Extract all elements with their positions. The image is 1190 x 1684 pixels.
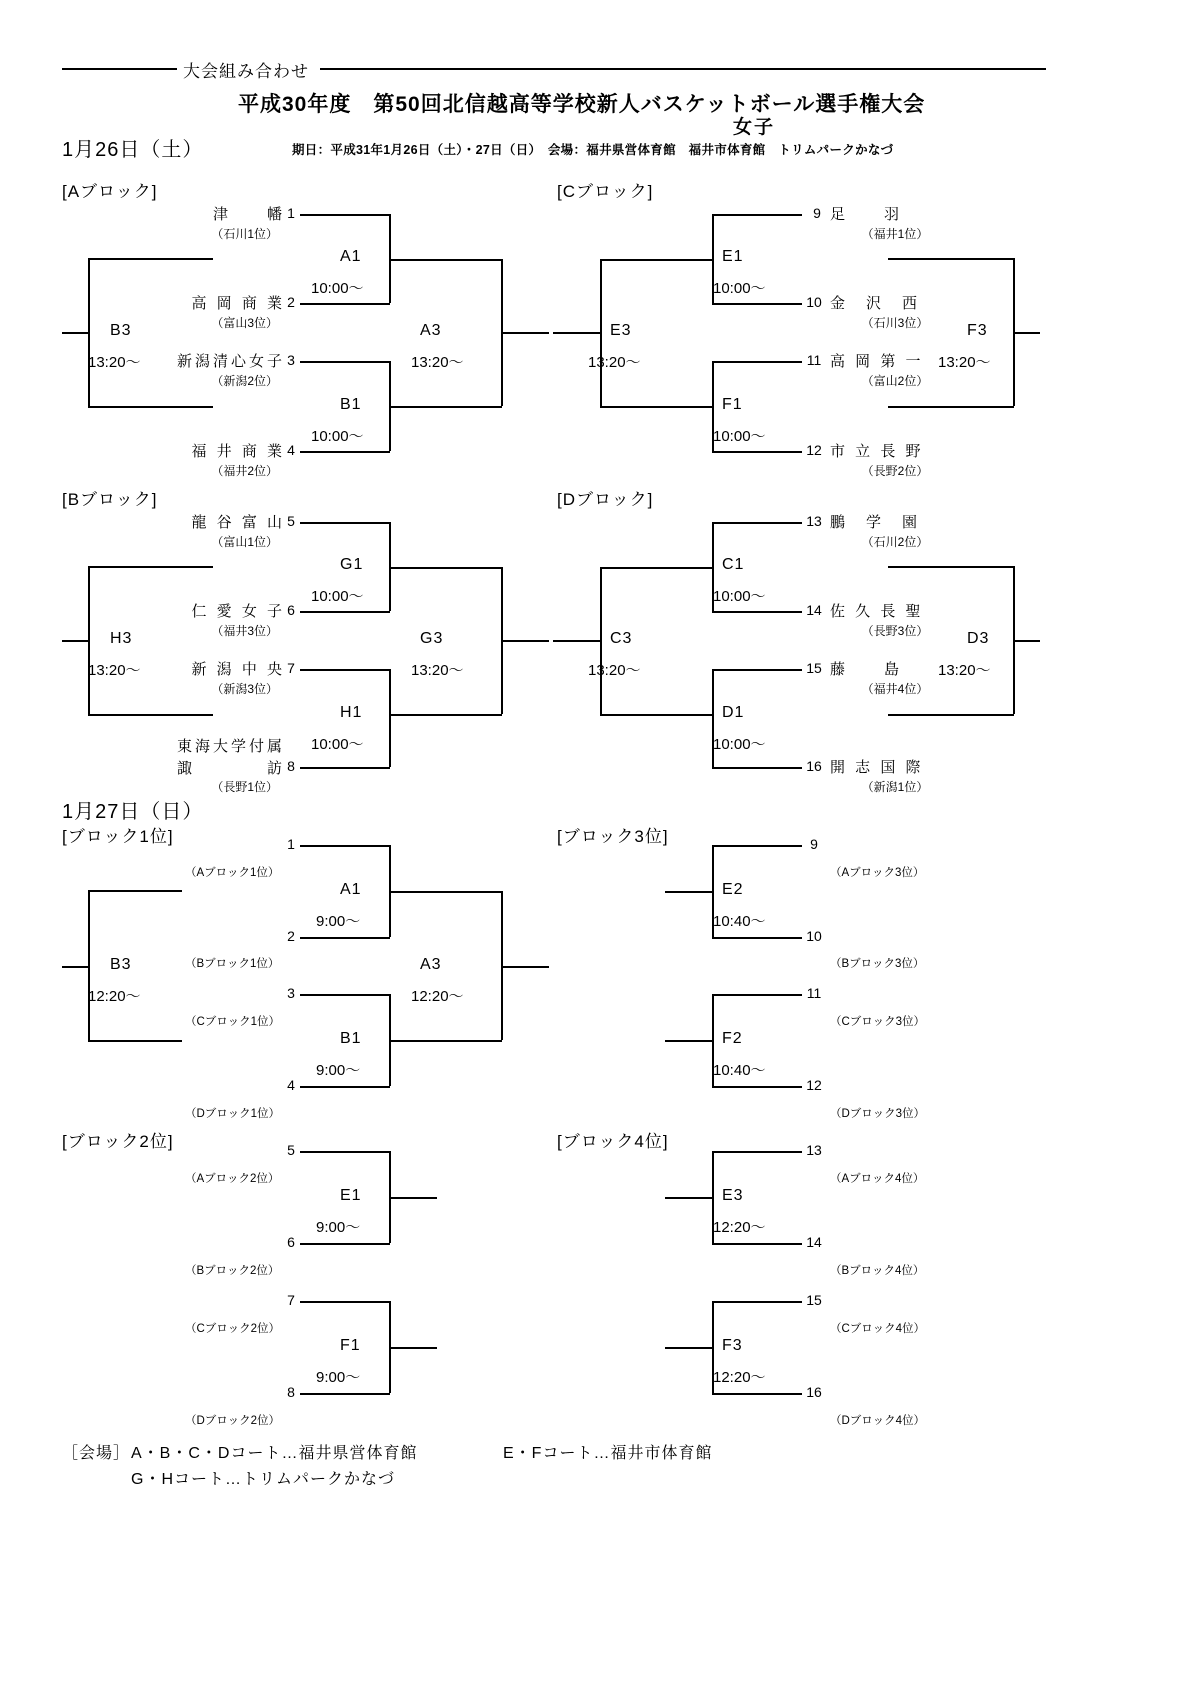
rank4-label-16: （Dブロック4位） <box>830 1415 925 1427</box>
venue-line2: G・Hコート…トリムパークかなづ <box>131 1471 396 1488</box>
r1-game-code-b1: B1 <box>340 1030 362 1047</box>
line-a-a1-out <box>389 259 502 261</box>
rank2-slot-6: 6 <box>287 1234 295 1250</box>
line-a-4 <box>300 451 390 453</box>
team-pref-6: （福井3位） <box>211 624 278 638</box>
game-code-b3: B3 <box>110 322 132 339</box>
line-r4-16 <box>712 1393 802 1395</box>
line-c-f3-top <box>888 258 1014 260</box>
line-c-f1-out <box>600 406 713 408</box>
line-b-h3-out <box>62 640 89 642</box>
team-name-11: 高 岡 第 一 <box>830 353 924 370</box>
r3-game-time-f2: 10:40〜 <box>713 1062 766 1079</box>
rank3-slot-11: 11 <box>806 985 822 1001</box>
game-code-g3: G3 <box>420 630 444 647</box>
game-time-g1: 10:00〜 <box>311 588 364 605</box>
game-time-f1: 10:00〜 <box>713 428 766 445</box>
line-c-10 <box>712 303 802 305</box>
line-c-11 <box>712 361 802 363</box>
line-r2-6 <box>300 1243 390 1245</box>
team-seed-3: 3 <box>287 352 295 368</box>
line-r1-2 <box>300 937 390 939</box>
line-r1-b3 <box>88 890 90 1040</box>
game-code-d1: D1 <box>722 704 745 721</box>
line-r1-a3-out <box>501 966 549 968</box>
team-pref-15: （福井4位） <box>861 682 929 696</box>
r2-game-time-f1: 9:00〜 <box>316 1369 361 1386</box>
line-b-h1 <box>389 669 391 767</box>
team-name-7: 新 潟 中 央 <box>191 661 285 678</box>
line-d-13 <box>712 522 802 524</box>
line-r2-8 <box>300 1393 390 1395</box>
team-seed-16: 16 <box>806 758 822 774</box>
team-name-9: 足 羽 <box>830 206 903 223</box>
team-seed-2: 2 <box>287 294 295 310</box>
game-time-b3: 13:20〜 <box>88 354 141 371</box>
team-pref-8: （長野1位） <box>211 780 278 794</box>
rank1-slot-2: 2 <box>287 928 295 944</box>
game-code-h1: H1 <box>340 704 363 721</box>
day1-date: 1月26日（土） <box>62 139 204 161</box>
line-b-6 <box>300 611 390 613</box>
rank3-slot-10: 10 <box>806 928 822 944</box>
line-a-b1-out <box>389 406 502 408</box>
team-pref-7: （新潟3位） <box>211 682 278 696</box>
line-r3-e2-out <box>665 891 713 893</box>
rank3-label-12: （Dブロック3位） <box>830 1108 925 1120</box>
game-time-g3: 13:20〜 <box>411 662 464 679</box>
rank3-slot-9: 9 <box>810 836 818 852</box>
line-r3-10 <box>712 937 802 939</box>
line-d-15 <box>712 669 802 671</box>
line-a-2 <box>300 303 390 305</box>
r1-game-time-a1: 9:00〜 <box>316 913 361 930</box>
line-r2-7 <box>300 1301 390 1303</box>
block-label-rank1: [ブロック1位] <box>62 827 174 846</box>
game-code-d3: D3 <box>967 630 990 647</box>
header-rule-right <box>320 68 1046 70</box>
rank3-label-11: （Cブロック3位） <box>830 1016 925 1028</box>
team-seed-9: 9 <box>813 205 821 221</box>
line-r2-5 <box>300 1151 390 1153</box>
rank2-slot-5: 5 <box>287 1142 295 1158</box>
rank2-slot-8: 8 <box>287 1384 295 1400</box>
game-code-b1: B1 <box>340 396 362 413</box>
rank4-label-15: （Cブロック4位） <box>830 1323 925 1335</box>
r3-game-code-f2: F2 <box>722 1030 743 1047</box>
line-d-d3-bot <box>888 714 1014 716</box>
line-r3-f2-out <box>665 1040 713 1042</box>
page-title: 平成30年度 第50回北信越高等学校新人バスケットボール選手権大会 <box>238 93 926 116</box>
team-name-12: 市 立 長 野 <box>830 443 924 460</box>
rank4-slot-16: 16 <box>806 1384 822 1400</box>
rank4-slot-15: 15 <box>806 1292 822 1308</box>
line-a-1 <box>300 214 390 216</box>
line-r4-14 <box>712 1243 802 1245</box>
team-name-2: 高 岡 商 業 <box>191 295 285 312</box>
line-d-14 <box>712 611 802 613</box>
game-code-f3: F3 <box>967 322 988 339</box>
header-rule-left <box>62 68 177 70</box>
line-r4-f3-out <box>665 1347 713 1349</box>
r2-game-time-e1: 9:00〜 <box>316 1219 361 1236</box>
line-r3-11 <box>712 994 802 996</box>
game-code-a3: A3 <box>420 322 442 339</box>
team-pref-16: （新潟1位） <box>861 780 929 794</box>
line-r1-a1-out <box>389 891 502 893</box>
block-label-d: [Dブロック] <box>557 490 654 509</box>
rank1-label-2: （Bブロック1位） <box>185 958 280 970</box>
rank1-slot-4: 4 <box>287 1077 295 1093</box>
line-a-a3-out <box>501 332 549 334</box>
venue-line1a: A・B・C・Dコート…福井県営体育館 <box>131 1445 418 1462</box>
game-time-a1: 10:00〜 <box>311 280 364 297</box>
team-name-16: 開 志 国 際 <box>830 759 924 776</box>
line-c-e1-out <box>600 259 713 261</box>
team-name-6: 仁 愛 女 子 <box>191 603 285 620</box>
team-pref-1: （石川1位） <box>211 227 278 241</box>
r4-game-time-e3: 12:20〜 <box>713 1219 766 1236</box>
rank4-label-14: （Bブロック4位） <box>830 1265 925 1277</box>
r3-game-code-e2: E2 <box>722 881 744 898</box>
team-name-5: 龍 谷 富 山 <box>191 514 285 531</box>
game-code-e3: E3 <box>610 322 632 339</box>
r1-game-code-a1: A1 <box>340 881 362 898</box>
block-label-rank3: [ブロック3位] <box>557 827 669 846</box>
rank4-label-13: （Aブロック4位） <box>830 1173 925 1185</box>
rank4-slot-14: 14 <box>806 1234 822 1250</box>
line-c-f3-bot <box>888 406 1014 408</box>
line-a-b3-out <box>62 332 89 334</box>
line-a-b3-top <box>88 258 213 260</box>
team-name-4: 福 井 商 業 <box>191 443 285 460</box>
line-r2-e1-out <box>389 1197 437 1199</box>
rank2-label-5: （Aブロック2位） <box>185 1173 280 1185</box>
line-b-8 <box>300 767 390 769</box>
team-seed-6: 6 <box>287 602 295 618</box>
game-time-h3: 13:20〜 <box>88 662 141 679</box>
team-pref-14: （長野3位） <box>861 624 929 638</box>
line-b-h3-bot <box>88 714 213 716</box>
game-time-d1: 10:00〜 <box>713 736 766 753</box>
rank1-slot-1: 1 <box>287 836 295 852</box>
line-d-c1-out <box>600 567 713 569</box>
team-name-15: 藤 島 <box>830 661 903 678</box>
game-time-c3: 13:20〜 <box>588 662 641 679</box>
line-d-16 <box>712 767 802 769</box>
r2-game-code-e1: E1 <box>340 1187 362 1204</box>
rank3-slot-12: 12 <box>806 1077 822 1093</box>
team-seed-13: 13 <box>806 513 822 529</box>
rank3-label-10: （Bブロック3位） <box>830 958 925 970</box>
line-c-f3-out <box>1013 332 1040 334</box>
team-seed-12: 12 <box>806 442 822 458</box>
day2-date: 1月27日（日） <box>62 801 204 823</box>
team-pref-11: （富山2位） <box>861 374 929 388</box>
line-b-g3-out <box>501 640 549 642</box>
block-label-rank4: [ブロック4位] <box>557 1132 669 1151</box>
event-info: 期日：平成31年1月26日（土）・27日（日） 会場：福井県営体育館 福井市体育館 トリムパークかなづ <box>292 143 894 157</box>
line-d-d3-out <box>1013 640 1040 642</box>
division-title: 女子 <box>733 117 776 138</box>
venue-label: ［会場］ <box>62 1445 131 1462</box>
r4-game-code-e3: E3 <box>722 1187 744 1204</box>
line-c-12 <box>712 451 802 453</box>
game-time-e3: 13:20〜 <box>588 354 641 371</box>
r1-game-code-b3: B3 <box>110 956 132 973</box>
team-name-13: 鵬 学 園 <box>830 514 921 531</box>
team-pref-2: （富山3位） <box>211 316 278 330</box>
line-b-5 <box>300 522 390 524</box>
game-code-c1: C1 <box>722 556 745 573</box>
line-r1-4 <box>300 1086 390 1088</box>
line-r1-b3-bot <box>88 1040 182 1042</box>
block-label-a: [Aブロック] <box>62 182 158 201</box>
team-name-10: 金 沢 西 <box>830 295 921 312</box>
r1-game-time-b3: 12:20〜 <box>88 988 141 1005</box>
line-c-9 <box>712 214 802 216</box>
block-label-rank2: [ブロック2位] <box>62 1132 174 1151</box>
game-time-c1: 10:00〜 <box>713 588 766 605</box>
line-r1-b3-out <box>62 966 89 968</box>
team-name-8-line2: 諏 訪 <box>176 760 285 777</box>
team-pref-3: （新潟2位） <box>211 374 278 388</box>
line-b-h1-out <box>389 714 502 716</box>
line-b-g1-out <box>389 567 502 569</box>
rank2-label-7: （Cブロック2位） <box>185 1323 280 1335</box>
line-r3-9 <box>712 845 802 847</box>
rank2-label-6: （Bブロック2位） <box>185 1265 280 1277</box>
team-name-3: 新潟清心女子 <box>176 353 285 370</box>
game-code-a1: A1 <box>340 248 362 265</box>
block-label-b: [Bブロック] <box>62 490 158 509</box>
game-code-e1: E1 <box>722 248 744 265</box>
block-label-c: [Cブロック] <box>557 182 654 201</box>
r1-game-code-a3: A3 <box>420 956 442 973</box>
team-seed-7: 7 <box>287 660 295 676</box>
line-b-7 <box>300 669 390 671</box>
line-r2-f1-out <box>389 1347 437 1349</box>
r1-game-time-a3: 12:20〜 <box>411 988 464 1005</box>
team-seed-14: 14 <box>806 602 822 618</box>
line-r1-b1-out <box>389 1040 502 1042</box>
r1-game-time-b1: 9:00〜 <box>316 1062 361 1079</box>
team-seed-4: 4 <box>287 442 295 458</box>
r4-game-time-f3: 12:20〜 <box>713 1369 766 1386</box>
team-name-8-line1: 東海大学付属 <box>176 738 285 755</box>
game-time-f3: 13:20〜 <box>938 354 991 371</box>
line-c-e3-out <box>553 332 601 334</box>
rank1-label-1: （Aブロック1位） <box>185 867 280 879</box>
game-code-g1: G1 <box>340 556 364 573</box>
team-seed-1: 1 <box>287 205 295 221</box>
rank4-slot-13: 13 <box>806 1142 822 1158</box>
venue-line1b: E・Fコート…福井市体育館 <box>503 1445 713 1462</box>
line-r1-1 <box>300 845 390 847</box>
line-d-d3-top <box>888 566 1014 568</box>
team-pref-4: （福井2位） <box>211 464 278 478</box>
rank1-slot-3: 3 <box>287 985 295 1001</box>
game-time-e1: 10:00〜 <box>713 280 766 297</box>
line-r4-13 <box>712 1151 802 1153</box>
rank2-slot-7: 7 <box>287 1292 295 1308</box>
rank2-label-8: （Dブロック2位） <box>185 1415 280 1427</box>
team-seed-5: 5 <box>287 513 295 529</box>
team-pref-10: （石川3位） <box>861 316 929 330</box>
game-code-f1: F1 <box>722 396 743 413</box>
team-pref-13: （石川2位） <box>861 535 929 549</box>
game-code-c3: C3 <box>610 630 633 647</box>
r2-game-code-f1: F1 <box>340 1337 361 1354</box>
team-seed-10: 10 <box>806 294 822 310</box>
team-pref-12: （長野2位） <box>861 464 929 478</box>
rank1-label-3: （Cブロック1位） <box>185 1016 280 1028</box>
line-d-c3-out <box>553 640 601 642</box>
game-code-h3: H3 <box>110 630 133 647</box>
game-time-b1: 10:00〜 <box>311 428 364 445</box>
game-time-a3: 13:20〜 <box>411 354 464 371</box>
rank3-label-9: （Aブロック3位） <box>830 867 925 879</box>
game-time-d3: 13:20〜 <box>938 662 991 679</box>
line-r3-12 <box>712 1086 802 1088</box>
team-pref-5: （富山1位） <box>211 535 278 549</box>
team-name-1: 津 幡 <box>212 206 285 223</box>
team-seed-11: 11 <box>806 352 822 368</box>
line-r1-b3-top <box>88 890 182 892</box>
team-name-14: 佐 久 長 聖 <box>830 603 924 620</box>
game-time-h1: 10:00〜 <box>311 736 364 753</box>
team-pref-9: （福井1位） <box>861 227 929 241</box>
line-a-b3-bot <box>88 406 213 408</box>
line-r4-15 <box>712 1301 802 1303</box>
line-r1-3 <box>300 994 390 996</box>
team-seed-8: 8 <box>287 758 295 774</box>
line-d-d1-out <box>600 714 713 716</box>
line-a-3 <box>300 361 390 363</box>
ribbon-label: 大会組み合わせ <box>183 62 309 81</box>
line-b-h3-top <box>88 566 213 568</box>
line-r4-e3-out <box>665 1197 713 1199</box>
team-seed-15: 15 <box>806 660 822 676</box>
r3-game-time-e2: 10:40〜 <box>713 913 766 930</box>
r4-game-code-f3: F3 <box>722 1337 743 1354</box>
rank1-label-4: （Dブロック1位） <box>185 1108 280 1120</box>
